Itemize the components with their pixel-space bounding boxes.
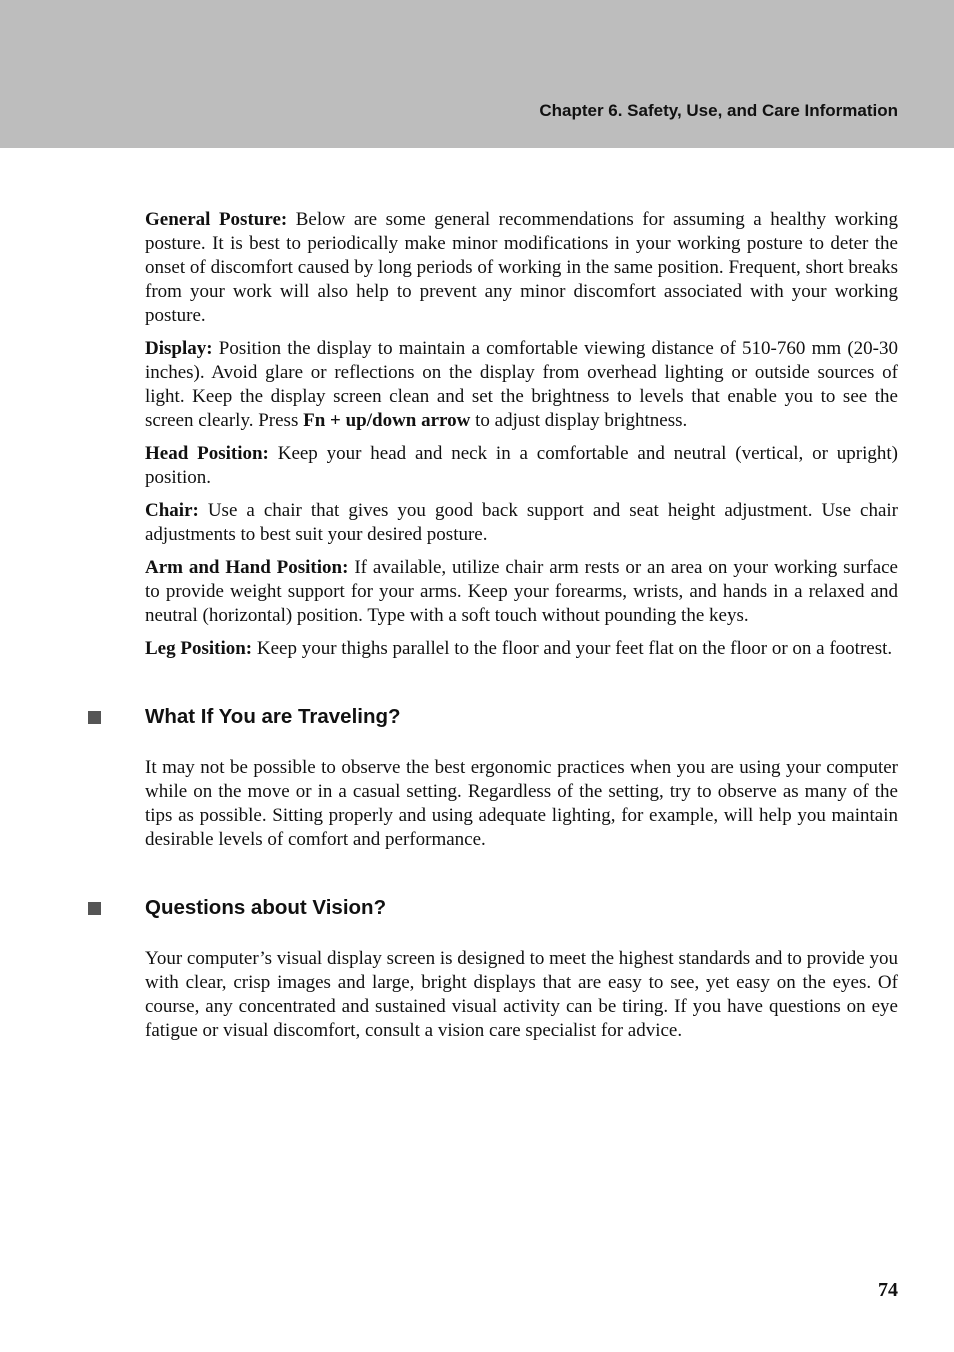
header-band [0,0,954,148]
paragraph-text: Below are some general recommendations for assuming a healthy working posture. It is best to periodically make minor modifications in your working posture to deter the onset of discomfort caused by long periods of working in the same position. Frequent, short breaks from your work will also help to prevent any minor discomfort associated with your working posture. [145,209,898,326]
section-body-traveling: It may not be possible to observe the best ergonomic practices when you are using your computer while on the move or in a casual setting. Regardless of the setting, try to observe as many of the tips as possible. Sitting properly and using adequate lighting, for example, will help you maintain desirable levels of comfort and performance. [145,757,898,850]
paragraph-label: General Posture: [145,209,288,230]
chapter-title: Chapter 6. Safety, Use, and Care Information [539,101,898,120]
paragraph-text-after: to adjust display brightness. [470,410,688,431]
paragraph-text: If available, utilize chair arm rests or an area on your working surface to provide weight support for your arms. Keep your forearms, wrists, and hands in a relaxed and neutral (horizontal) position. Type with a soft touch without pounding the keys. [145,557,898,626]
paragraph-display [145,337,898,433]
paragraph-chair [145,499,898,547]
section-body-vision: Your computer’s visual display screen is designed to meet the highest standards and to provide you with clear, crisp images and large, bright displays that are easy to see, yet easy on the eyes. Of course, any concentrated and sustained visual activity can be tiring. If you have questions on eye fatigue or visual discomfort, consult a vision care specialist for advice. [145,948,898,1041]
paragraph-label: Display: [145,338,213,359]
paragraph-label: Leg Position: [145,638,253,659]
paragraph-label: Arm and Hand Position: [145,557,349,578]
paragraph-leg-position [145,637,898,661]
paragraph-text: Keep your head and neck in a comfortable and neutral (vertical, or upright) position. [145,443,898,488]
section-heading-vision [145,895,898,921]
square-bullet-icon [88,902,101,915]
paragraph-text: Keep your thighs parallel to the floor and your feet flat on the floor or on a footrest. [252,638,893,659]
paragraph-general-posture [145,208,898,328]
key-combo: Fn + up/down arrow [303,410,471,431]
section-heading-text: Questions about Vision? [145,896,387,919]
paragraph-arm-hand-position [145,556,898,628]
paragraph-label: Head Position: [145,443,269,464]
paragraph-head-position [145,442,898,490]
section-heading-text: What If You are Traveling? [145,705,401,728]
page-number: 74 [878,1279,898,1301]
paragraph-text: Position the display to maintain a comfortable viewing distance of 510-760 mm (20-30 inches). Avoid glare or reflections on the display from overhead lighting or outside sources of light. Keep the display screen clean and set the brightness to levels that enable you to see the screen clearly. Press [145,338,898,431]
square-bullet-icon [88,711,101,724]
paragraph-text: Use a chair that gives you good back support and seat height adjustment. Use chair adjustments to best suit your desired posture. [145,500,898,545]
section-heading-traveling [145,704,898,730]
paragraph-label: Chair: [145,500,199,521]
page-content [145,208,898,1052]
